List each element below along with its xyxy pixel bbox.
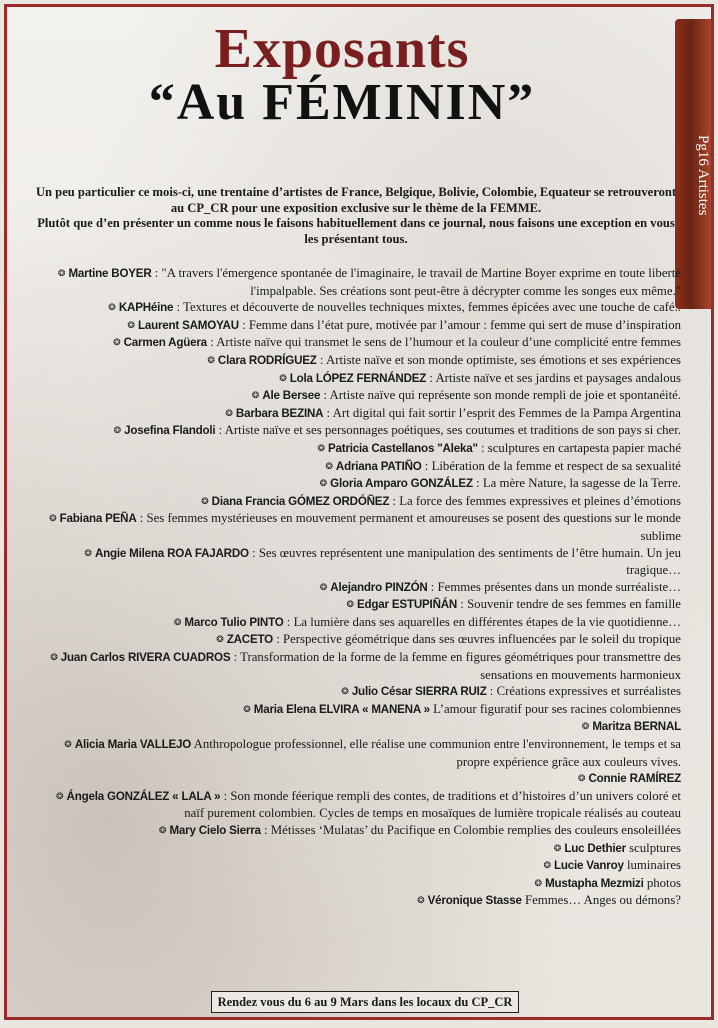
artist-entry	[33, 840, 681, 858]
artist-separator: :	[273, 632, 283, 647]
artist-description: La lumière dans ses aquarelles en différentes étapes de la vie quotidienne…	[293, 614, 681, 629]
artist-separator: :	[472, 476, 483, 491]
bullet-icon: ❂	[581, 721, 590, 732]
bullet-icon: ❂	[113, 425, 122, 436]
artist-entry	[33, 718, 681, 736]
bullet-icon: ❂	[319, 478, 328, 489]
artist-description: Artiste naïve qui transmet le sens de l’humour et la couleur d’une complicité entre femmes	[216, 335, 681, 350]
bullet-icon: ❂	[225, 407, 233, 418]
bullet-icon: ❂	[553, 842, 562, 853]
artist-entry	[33, 352, 681, 370]
artist-separator: :	[316, 352, 326, 367]
artist-entry	[33, 545, 681, 579]
artist-name: Maria Elena ELVIRA « MANENA »	[253, 702, 430, 716]
artist-name: Barbara BEZINA	[235, 406, 324, 420]
artist-name: Luc Dethier	[564, 841, 626, 855]
artist-entry	[33, 770, 681, 788]
bullet-icon: ❂	[84, 547, 92, 558]
artist-list	[33, 265, 681, 910]
bullet-icon: ❂	[279, 372, 287, 383]
artist-description: Libération de la femme et respect de sa sexualité	[431, 458, 681, 473]
bullet-icon: ❂	[251, 390, 260, 401]
artist-separator: :	[283, 614, 294, 629]
artist-name: Edgar ESTUPIÑÁN	[357, 598, 458, 612]
artist-name: Adriana PATIÑO	[335, 459, 422, 473]
bullet-icon: ❂	[207, 354, 215, 365]
artist-entry	[33, 579, 681, 597]
section-tab-label: Pg16 Artistes	[695, 134, 711, 216]
artist-separator: :	[389, 493, 400, 508]
artist-entry	[33, 458, 681, 476]
artist-name: Gloria Amparo GONZÁLEZ	[330, 477, 473, 491]
artist-description: Artiste naïve et son monde optimiste, ses émotions et ses expériences	[325, 352, 681, 367]
artist-description: sculptures	[629, 840, 681, 855]
artist-description: Ses œuvres représentent une manipulation des sentiments de l’être humain. Un jeu tragique…	[258, 545, 681, 578]
artist-separator: :	[215, 423, 225, 438]
bullet-icon: ❂	[201, 495, 209, 506]
bullet-icon: ❂	[158, 825, 167, 835]
artist-name: KAPHéine	[118, 301, 174, 315]
artist-entry	[33, 596, 681, 614]
intro-paragraph-2: Plutôt que d’en présenter un comme nous le faisons habituellement dans ce journal, nous faisons une exception en vous les présentant tous.	[37, 216, 675, 246]
artist-entry	[33, 475, 681, 493]
bullet-icon: ❂	[534, 877, 543, 888]
artist-entry	[33, 701, 681, 719]
artist-name: Martine BOYER	[68, 267, 152, 280]
artist-entry	[33, 822, 681, 840]
artist-separator: :	[323, 405, 333, 420]
artist-description: Perspective géométrique dans ses œuvres influencées par le soleil du tropique	[282, 632, 681, 647]
artist-separator: :	[260, 823, 271, 837]
page-title-line-2: “Au FÉMININ”	[148, 74, 536, 131]
artist-separator: :	[206, 335, 217, 350]
artist-entry	[33, 370, 681, 388]
bullet-icon: ❂	[113, 337, 121, 348]
artist-entry	[33, 892, 681, 910]
bullet-icon: ❂	[64, 739, 72, 750]
artist-separator: :	[220, 788, 231, 803]
artist-separator: :	[427, 579, 438, 594]
artist-name: Connie RAMÍREZ	[588, 772, 681, 786]
artist-separator: :	[457, 597, 468, 612]
artist-separator: :	[151, 266, 162, 280]
bullet-icon: ❂	[417, 895, 425, 906]
artist-entry	[33, 422, 681, 440]
artist-description: photos	[646, 875, 681, 890]
artist-entry	[33, 265, 681, 299]
artist-description: luminaires	[626, 858, 681, 873]
artist-entry	[33, 614, 681, 632]
artist-description: Anthropologue professionnel, elle réalise une communion entre l'environnement, le temps et sa propre expérience grâce aux couleurs vives.	[193, 737, 681, 769]
artist-name: Lucie Vanroy	[553, 859, 624, 873]
artist-description: Artiste naïve et ses personnages poétiques, ses coutumes et traditions de son pays si cher.	[224, 423, 681, 438]
artist-name: Lola LÓPEZ FERNÁNDEZ	[289, 371, 427, 385]
bullet-icon: ❂	[319, 581, 328, 592]
bullet-icon: ❂	[108, 302, 116, 313]
artist-separator: :	[238, 317, 249, 332]
artist-entry	[33, 299, 681, 317]
artist-name: Laurent SAMOYAU	[137, 318, 239, 332]
bullet-icon: ❂	[57, 268, 66, 278]
artist-name: Marco Tulio PINTO	[184, 615, 284, 629]
bullet-icon: ❂	[317, 442, 325, 453]
artist-entry	[33, 334, 681, 352]
artist-separator: :	[320, 388, 330, 403]
artist-description: Textures et découverte de nouvelles techniques mixtes, femmes épicées avec une touche de café..	[183, 300, 681, 315]
bullet-icon: ❂	[49, 513, 57, 524]
artist-description: Art digital qui fait sortir l’esprit des Femmes de la Pampa Argentina	[332, 405, 681, 420]
artist-separator: :	[230, 650, 241, 665]
artist-separator: :	[486, 684, 497, 699]
artist-name: Fabiana PEÑA	[59, 512, 137, 526]
page-title-line-1: Exposants	[214, 18, 470, 80]
artist-name: Mustapha Mezmizi	[545, 876, 644, 890]
artist-entry	[33, 317, 681, 335]
artist-description: Artiste naïve et ses jardins et paysages andalous	[435, 370, 681, 385]
artist-name: Patricia Castellanos "Aleka"	[328, 441, 478, 455]
artist-entry	[33, 683, 681, 701]
artist-separator: :	[248, 545, 259, 560]
artist-separator: :	[477, 440, 488, 455]
artist-entry	[33, 405, 681, 423]
bullet-icon: ❂	[543, 860, 551, 871]
artist-name: Alicia Maria VALLEJO	[74, 738, 192, 752]
artist-entry	[33, 493, 681, 511]
artist-name: Ángela GONZÁLEZ « LALA »	[66, 789, 221, 803]
artist-entry	[33, 387, 681, 405]
artist-entry	[33, 649, 681, 683]
artist-entry	[33, 788, 681, 822]
artist-description: Ses femmes mystérieuses en mouvement permanent et amoureuses se posent des questions sur le monde sublime	[146, 511, 681, 543]
artist-name: Clara RODRÍGUEZ	[217, 353, 317, 367]
bullet-icon: ❂	[346, 599, 355, 610]
magazine-page	[4, 4, 714, 1020]
artist-description: La mère Nature, la sagesse de la Terre.	[482, 476, 681, 491]
artist-description: Transformation de la forme de la femme en figures géométriques pour transmettre des sensations en mouvements harmonieux	[240, 650, 681, 682]
artist-description: sculptures en cartapesta papier maché	[487, 440, 681, 455]
artist-name: Angie Milena ROA FAJARDO	[94, 546, 249, 560]
bullet-icon: ❂	[216, 634, 224, 645]
bullet-icon: ❂	[243, 703, 251, 714]
bullet-icon: ❂	[325, 460, 333, 471]
bullet-icon: ❂	[50, 652, 58, 663]
bullet-icon: ❂	[173, 616, 182, 627]
event-dates-box: Rendez vous du 6 au 9 Mars dans les locaux du CP_CR	[211, 991, 519, 1013]
artist-description: Femme dans l’état pure, motivée par l’amour : femme qui sert de muse d’inspiration	[248, 317, 681, 332]
artist-description: La force des femmes expressives et pleines d’émotions	[399, 493, 681, 508]
bullet-icon: ❂	[55, 790, 64, 801]
intro-paragraph-1: Un peu particulier ce mois-ci, une trentaine d’artistes de France, Belgique, Bolivie, Colombie, Equateur se retrouveront au CP_CR pour une exposition exclusive sur le thème de la FEMME.	[35, 185, 677, 215]
artist-entry	[33, 875, 681, 893]
artist-name: Josefina Flandoli	[124, 424, 216, 438]
artist-separator: :	[173, 300, 184, 315]
artist-description: "A travers l'émergence spontanée de l'imaginaire, le travail de Martine Boyer exprime en toute liberté l'impalpable. Ses créations sont peut-être à décrypter comme les songes eux même."	[161, 266, 681, 298]
artist-description: L’amour figuratif pour ses racines colombiennes	[433, 701, 681, 716]
artist-description: Son monde féerique rempli des contes, de traditions et d’histoires d’un univers coloré et naïf purement colombien. Cycles de temps en mosaïques de lumière tropicale réalisés au couteau	[184, 788, 681, 821]
artist-separator: :	[421, 458, 432, 473]
artist-description: Souvenir tendre de ses femmes en famille	[467, 597, 681, 612]
intro-text	[31, 185, 681, 247]
artist-separator: :	[426, 370, 436, 385]
artist-description: Femmes… Anges ou démons?	[524, 893, 681, 908]
artist-description: Créations expressives et surréalistes	[496, 684, 681, 699]
artist-entry	[33, 440, 681, 458]
artist-description: Artiste naïve qui représente son monde rempli de joie et spontanéité.	[329, 388, 681, 403]
artist-name: ZACETO	[226, 633, 274, 647]
bullet-icon: ❂	[127, 319, 135, 330]
artist-entry	[33, 510, 681, 544]
artist-name: Mary Cielo Sierra	[169, 824, 261, 837]
artist-name: Ale Bersee	[262, 389, 321, 403]
artist-description: Métisses ‘Mulatas’ du Pacifique en Colombie remplies des couleurs ensoleillées	[270, 823, 681, 837]
artist-name: Maritza BERNAL	[592, 720, 681, 734]
artist-entry	[33, 631, 681, 649]
artist-entry	[33, 736, 681, 770]
artist-separator: :	[136, 511, 147, 526]
artist-entry	[33, 857, 681, 875]
artist-name: Carmen Agüera	[123, 336, 207, 350]
artist-name: Alejandro PINZÓN	[330, 580, 428, 594]
bullet-icon: ❂	[341, 686, 349, 697]
artist-name: Julio César SIERRA RUIZ	[351, 685, 487, 699]
artist-name: Diana Francia GÓMEZ ORDÓÑEZ	[211, 494, 390, 508]
artist-name: Juan Carlos RIVERA CUADROS	[60, 651, 231, 665]
bullet-icon: ❂	[577, 773, 586, 784]
artist-name: Véronique Stasse	[427, 894, 522, 908]
artist-description: Femmes présentes dans un monde surréaliste…	[437, 579, 681, 594]
